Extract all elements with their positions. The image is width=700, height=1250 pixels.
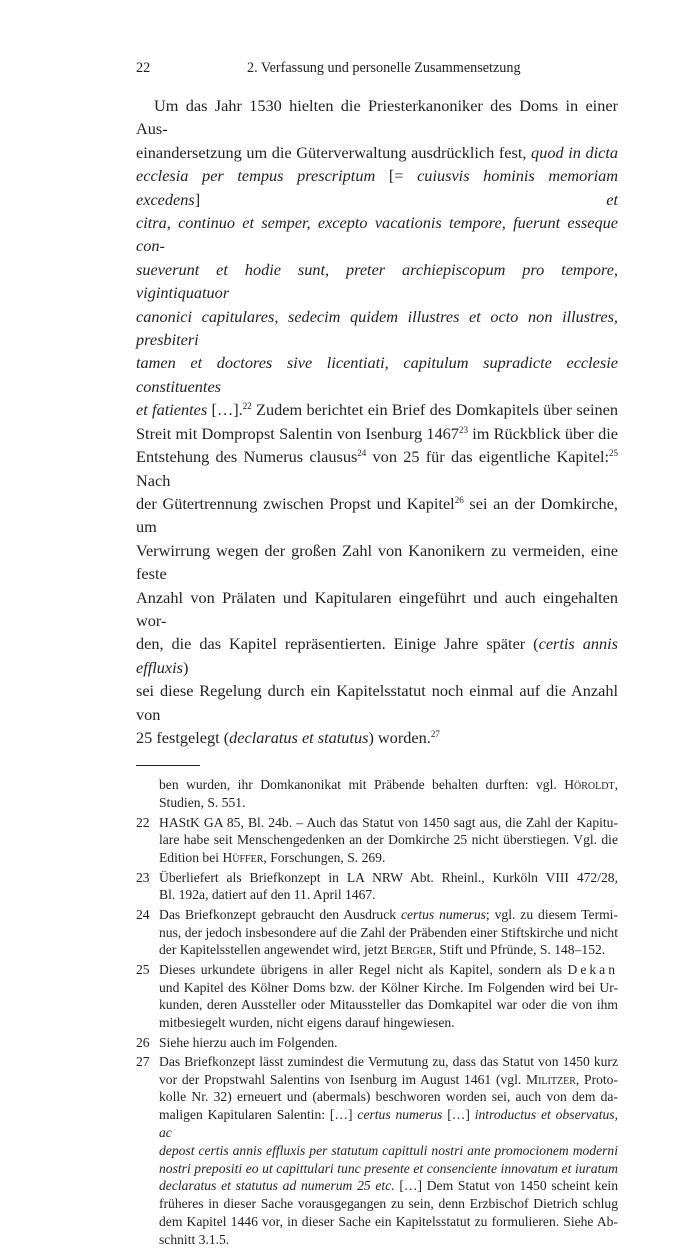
latin-quote: certus numerus [400,906,486,922]
footnote-line [159,1177,618,1195]
author-name: Berger [390,942,433,958]
footnote-reference[interactable]: 27 [430,728,440,739]
text-run: Verwirrung wegen der großen Zahl von Kanonikern zu vermeiden, eine feste [136,540,618,584]
footnote-line [159,996,618,1014]
text-run: ) [183,657,189,677]
footnote-reference[interactable]: 24 [357,448,367,459]
footnote-line [159,1142,618,1160]
latin-quote: introductus et observatus, ac [159,1107,618,1141]
text-run: ; vgl. zu diesem Termi- [485,906,618,922]
text-run: kunden, deren Aussteller oder Mitaussteller das Domkapitel war oder die von ihm [159,997,618,1013]
text-run: Dekan [567,961,618,977]
text-line [136,211,618,258]
text-run: vor der Propstwahl Salentins von Isenburg im August 1461 (vgl. [159,1071,527,1087]
text-line [136,141,618,164]
footnote-number: 25 [136,961,150,977]
text-line [136,422,618,445]
text-line [136,679,618,726]
latin-quote: et [606,189,618,209]
footnote [136,776,618,812]
text-run: sei an der Domkirche, um [136,493,618,537]
text-run: Edition bei [159,850,223,866]
text-line [136,164,618,211]
footnote-rule [136,765,200,766]
latin-quote: depost certis annis effluxis per statutum capittuli nostri ante promocionem moderni [159,1142,618,1158]
text-run: Um das Jahr 1530 hielten die Priesterkanoniker des Doms in einer Aus- [136,96,618,139]
footnote-number: 24 [136,906,150,922]
text-run: , Stift und Pfründe, S. 148–152. [432,942,606,958]
footnote-line [159,1160,618,1178]
latin-quote: tamen et doctores sive licentiati, capitulum supradicte ecclesie constituentes [136,353,618,396]
text-run: Zudem berichtet ein Brief des Domkapitels über seinen [251,400,618,420]
text-run: schnitt 3.1.5. [159,1231,230,1247]
latin-quote: declaratus et statutus [229,727,369,747]
footnote-number: 27 [136,1053,150,1069]
footnote-line [159,886,618,904]
text-run: lare habe seit Menschengedenken an der Domkirche 25 nicht überstiegen. Vgl. die [159,832,618,848]
text-line [136,258,618,305]
footnote-number: 26 [136,1034,150,1050]
text-run: Bl. 192a, datiert auf den 11. April 1467. [159,887,376,903]
text-run: Das Briefkonzept lässt zumindest die Vermutung zu, dass das Statut von 1450 kurz [159,1053,618,1069]
footnote-line [159,1088,618,1106]
latin-quote: et fatientes [136,400,208,420]
text-run: nus, der jedoch insbesondere auf die Zahl der Präbenden einer Stiftskirche und nicht [159,924,618,940]
footnote-number: 22 [136,814,150,830]
footnote-line [159,979,618,997]
text-run: Das Briefkonzept gebraucht den Ausdruck [159,906,401,922]
text-run: […] Dem Statut von 1450 scheint kein [394,1178,618,1194]
footnote-line [159,906,618,924]
text-line [136,632,618,679]
text-line [136,445,618,492]
text-line [136,492,618,539]
text-run: Nach [136,470,171,490]
footnote [136,869,618,905]
text-run: und Kapitel des Kölner Doms bzw. der Kölner Kirche. Im Folgenden wird bei Ur- [159,979,618,995]
latin-quote: canonici capitulares, sedecim quidem illustres et octo non illustres, presbiteri [136,306,618,350]
text-run: , Proto- [575,1071,619,1087]
text-run: der Gütertrennung zwischen Propst und Kapitel [136,493,455,513]
footnote [136,906,618,959]
text-line [136,351,618,398]
text-run: dem Kapitel 1446 vor, in dieser Sache ein Kapitelsstatut zu formulieren. Siehe Ab- [159,1214,618,1230]
footnote-line [159,1014,618,1032]
text-run: […] [442,1107,475,1123]
footnote-line [159,1106,618,1142]
footnote-line [159,1071,618,1089]
main-paragraph [136,94,618,749]
text-run: Anzahl von Prälaten und Kapitularen eingeführt und auch eingehalten wor- [136,587,618,630]
author-name: Höroldt [564,777,615,793]
footnote-line [159,1231,618,1249]
footnote-line [159,1213,618,1231]
footnote-reference[interactable]: 25 [609,448,618,459]
footnote [136,1053,618,1249]
text-run: der Kapitelsstellen angewendet wird, jetzt [159,942,391,958]
text-run: von 25 für das eigentliche Kapitel: [366,447,609,467]
text-line [136,586,618,633]
latin-quote: certis annis effluxis [136,634,618,677]
latin-quote: citra, continuo et semper, excepto vacationis tempore, fuerunt esseque con- [136,213,618,256]
running-head [136,60,618,84]
footnote [136,961,618,1032]
footnote-line [159,814,618,832]
text-run: im Rückblick über die [467,423,618,443]
text-run: Studien, S. 551. [159,795,246,811]
text-run: ) worden. [368,727,431,747]
text-run: maligen Kapitularen Salentin: […] [159,1107,358,1123]
latin-quote: declaratus et statutus ad numerum 25 etc. [159,1178,395,1194]
text-run: kolle Nr. 32) erneuert und (abermals) beschworen worden sei, auch von dem da- [159,1089,618,1105]
footnote-reference[interactable]: 23 [458,424,468,435]
book-page [136,60,618,1250]
text-run: [= [375,166,418,186]
text-run: Überliefert als Briefkonzept in LA NRW Abt. Rheinl., Kurköln VIII 472/28, [159,869,618,885]
footnotes [136,776,618,1248]
footnote-line [159,941,618,959]
text-run: , [614,777,618,793]
text-run: sei diese Regelung durch ein Kapitelsstatut noch einmal auf die Anzahl von [136,681,618,724]
latin-quote: nostri prepositi eo ut capittulari tunc presente et consenciente innovatum et iuratum [159,1160,618,1176]
footnote-reference[interactable]: 26 [454,494,464,505]
latin-quote: sueverunt et hodie sunt, preter archiepiscopum pro tempore, vigintiquatuor [136,259,618,303]
text-run: früheres in dieser Sache vorausgegangen zu sein, denn Erzbischof Dietrich schlug [159,1196,618,1212]
text-run: , Forschungen, S. 269. [263,850,386,866]
text-run: Streit mit Dompropst Salentin von Isenburg 1467 [136,423,459,443]
text-run: 25 festgelegt ( [136,727,230,747]
running-title: 2. Verfassung und personelle Zusammensetzung [247,60,521,76]
footnote-reference[interactable]: 22 [242,401,252,412]
footnote [136,814,618,867]
text-run: ] [194,189,607,209]
page-number: 22 [136,60,151,76]
footnote [136,1034,618,1052]
text-run: mitbesiegelt wurden, nicht eigens darauf hingewiesen. [159,1015,455,1031]
text-line [136,305,618,352]
footnote-line [159,794,618,812]
footnote-line [159,849,618,867]
footnote-line [159,924,618,942]
footnote-line [159,1034,618,1052]
text-line [136,539,618,586]
author-name: Hüffer [222,850,264,866]
footnote-number: 23 [136,869,150,885]
text-line [136,94,618,141]
latin-quote: cuiusvis hominis memoriam excedens [136,166,618,209]
text-run: den, die das Kapitel repräsentierten. Einige Jahre später ( [136,634,539,654]
text-run: Entstehung des Numerus clausus [136,447,358,467]
footnote-line [159,869,618,887]
text-run: einandersetzung um die Güterverwaltung ausdrücklich fest, [136,142,532,162]
author-name: Militzer [526,1071,576,1087]
text-run: HAStK GA 85, Bl. 24b. – Auch das Statut von 1450 sagt aus, die Zahl der Kapitu- [159,814,618,830]
footnote-line [159,961,618,979]
latin-quote: ecclesia per tempus prescriptum [136,166,376,186]
text-run: ben wurden, ihr Domkanonikat mit Präbende behalten durften: vgl. [159,777,565,793]
text-line [136,726,618,749]
text-line [136,398,618,421]
footnote-line [159,1195,618,1213]
text-run: […]. [207,400,243,420]
footnote-line [159,776,618,794]
latin-quote: quod in dicta [531,142,618,162]
text-run: Siehe hierzu auch im Folgenden. [159,1034,338,1050]
footnote-line [159,1053,618,1071]
footnote-line [159,831,618,849]
text-run: Dieses urkundete übrigens in aller Regel nicht als Kapitel, sondern als [159,961,568,977]
latin-quote: certus numerus [357,1107,443,1123]
